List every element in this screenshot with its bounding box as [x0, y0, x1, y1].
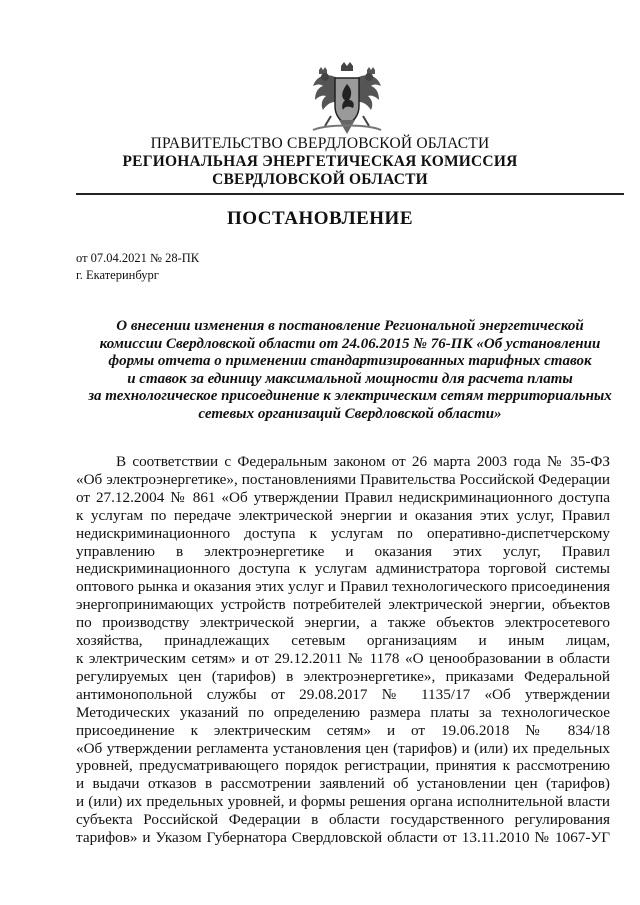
body-line: субъекта Российской Федерации в области государственного регулирования: [76, 811, 610, 829]
subject-line: комиссии Свердловской области от 24.06.2015 № 76-ПК «Об установлении: [99, 335, 601, 352]
document-body: [76, 453, 610, 847]
body-line: по производству электрической энергии, а также объектов электросетевого: [76, 614, 610, 632]
document-city: г. Екатеринбург: [76, 268, 159, 282]
body-line: присоединение к электрическим сетям» и от 19.06.2018 № 834/18: [76, 721, 610, 739]
document-subject: [70, 318, 630, 424]
commission-name-line2: СВЕРДЛОВСКОЙ ОБЛАСТИ: [212, 171, 428, 188]
subject-line: за технологическое присоединение к электрическим сетям территориальных: [88, 388, 612, 405]
body-line: хозяйства, принадлежащих сетевым организациям и иным лицам,: [76, 632, 610, 650]
government-name: ПРАВИТЕЛЬСТВО СВЕРДЛОВСКОЙ ОБЛАСТИ: [150, 135, 490, 152]
body-line: Методических указаний по определению размера платы за технологическое: [76, 703, 610, 721]
subject-line: и ставок за единицу максимальной мощности для расчета платы: [127, 370, 573, 387]
commission-name-line1: РЕГИОНАЛЬНАЯ ЭНЕРГЕТИЧЕСКАЯ КОМИССИЯ: [122, 153, 518, 170]
body-line: оптового рынка и оказания этих услуг и Правил технологического присоединения: [76, 578, 610, 596]
body-line: «Об утверждении регламента установления цен (тарифов) и (или) их предельных: [76, 739, 610, 757]
body-line: и (или) их предельных уровней, и формы решения органа исполнительной власти: [76, 793, 610, 811]
body-line: недискриминационного доступа к услугам администратора торговой системы: [76, 560, 610, 578]
document-type-title: ПОСТАНОВЛЕНИЕ: [226, 208, 414, 229]
subject-line: формы отчета о применении стандартизированных тарифных ставок: [108, 353, 592, 370]
body-line: от 27.12.2004 № 861 «Об утверждении Правил недискриминационного доступа: [76, 488, 610, 506]
body-line: В соответствии с Федеральным законом от 26 марта 2003 года № 35-ФЗ: [116, 453, 610, 470]
header-divider: [76, 193, 624, 195]
body-line: недискриминационного доступа к услугам по оперативно-диспетчерскому: [76, 524, 610, 542]
body-line: регулируемых цен (тарифов) в электроэнергетике», приказами Федеральной: [76, 667, 610, 685]
document-date-number: от 07.04.2021 № 28-ПК: [76, 251, 200, 265]
body-line: уровней, предусматривающего порядок регистрации, принятия к рассмотрению: [76, 757, 610, 775]
body-line: тарифов» и Указом Губернатора Свердловской области от 13.11.2010 № 1067-УГ: [76, 829, 610, 847]
body-line: управлению в электроэнергетике и оказания этих услуг, Правил: [76, 542, 610, 560]
coat-of-arms-icon: [311, 60, 383, 138]
subject-line: О внесении изменения в постановление Региональной энергетической: [116, 318, 584, 334]
body-line: антимонопольной службы от 29.08.2017 № 1135/17 «Об утверждении: [76, 685, 610, 703]
body-line: и выдачи отказов в рассмотрении заявлений об установлении цен (тарифов): [76, 775, 610, 793]
subject-line: сетевых организаций Свердловской области»: [198, 405, 502, 422]
body-line: к электрическим сетям» и от 29.12.2011 № 1178 «О ценообразовании в области: [76, 649, 610, 667]
body-line: энергопринимающих устройств потребителей электрической энергии, объектов: [76, 596, 610, 614]
body-line: «Об электроэнергетике», постановлениями Правительства Российской Федерации: [76, 470, 610, 488]
body-line: к услугам по передаче электрической энергии и оказания этих услуг, Правил: [76, 506, 610, 524]
